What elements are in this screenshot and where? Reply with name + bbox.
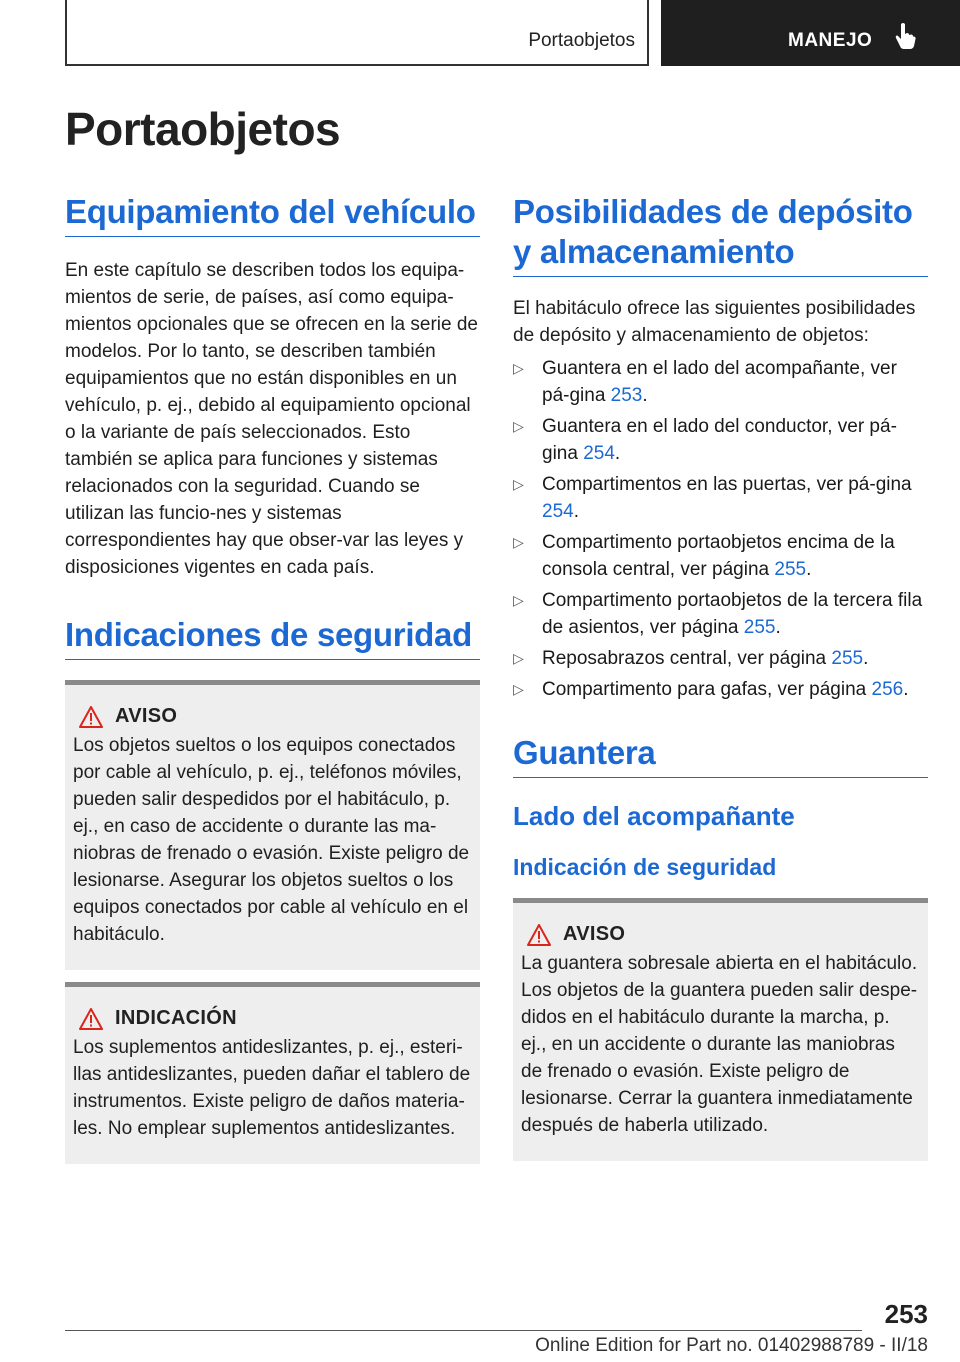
note-title: AVISO: [563, 923, 626, 945]
hand-pointer-icon: [894, 22, 916, 50]
heading-safety: Indicaciones de seguridad: [65, 615, 480, 660]
warning-note-objects: [65, 680, 480, 970]
heading-passenger-side: Lado del acompañante: [513, 801, 795, 831]
heading-safety-note: Indicación de seguridad: [513, 854, 777, 880]
warning-note-glovebox: [513, 898, 928, 1161]
heading-storage: Posibilidades de depósito y almacenamiento: [513, 192, 928, 277]
page-link[interactable]: 255: [774, 559, 807, 580]
triangle-bullet-icon: ▷: [513, 534, 524, 550]
note-text: Los suplementos antideslizantes, p. ej., esteri‐llas antideslizantes, pueden dañar el tablero de instrumentos. Existe peligro de daños materia‐les. No emplear suplementos antideslizantes.: [73, 1037, 471, 1139]
list-item: ▷ Reposabrazos central, ver página 255.: [513, 645, 928, 672]
heading-equipment: Equipamiento del vehículo: [65, 192, 480, 237]
header-chapter-title: MANEJO: [788, 30, 873, 51]
header-section-box: [65, 0, 649, 66]
triangle-bullet-icon: ▷: [513, 476, 524, 492]
note-text: Los objetos sueltos o los equipos conectados por cable al vehículo, p. ej., teléfonos móviles, pueden salir despedidos por el habitáculo, p. ej., en caso de accidente o durante las ma‐niobras de frenado o evasión. Existe peligro de lesionarse. Asegurar los objetos sueltos o los equipos conectados por cable al vehículo en el habitáculo.: [73, 735, 470, 945]
page-number: 253: [884, 1299, 928, 1329]
paragraph-storage: El habitáculo ofrece las siguientes posibilidades de depósito y almacenamiento de objetos:: [513, 298, 916, 346]
warning-triangle-icon: [79, 1008, 103, 1030]
note-title: INDICACIÓN: [115, 1007, 237, 1029]
header-chapter-tab: [661, 0, 960, 66]
page-link[interactable]: 253: [610, 385, 643, 406]
page-header: [65, 0, 960, 66]
caution-note-mats: [65, 982, 480, 1164]
header-section-title: Portaobjetos: [528, 30, 635, 51]
list-item: ▷ Compartimento portaobjetos de la tercera fila de asientos, ver página 255.: [513, 587, 928, 641]
list-item: ▷ Guantera en el lado del acompañante, ver pá‐gina 253.: [513, 355, 928, 409]
left-column: [65, 192, 480, 1164]
footer-divider: [65, 1330, 862, 1331]
triangle-bullet-icon: ▷: [513, 650, 524, 666]
triangle-bullet-icon: ▷: [513, 360, 524, 376]
list-item: ▷ Guantera en el lado del conductor, ver pá‐gina 254.: [513, 413, 928, 467]
note-text: La guantera sobresale abierta en el habitáculo. Los objetos de la guantera pueden salir despe‐didos en el habitáculo durante la marcha, p. ej., en un accidente o durante las maniobras de frenado o evasión. Existe peligro de lesionarse. Cerrar la guantera inmediatamente después de haberla utilizado.: [521, 953, 918, 1136]
page-link[interactable]: 254: [583, 443, 615, 464]
warning-triangle-icon: [527, 924, 551, 946]
warning-triangle-icon: [79, 706, 103, 728]
footer-edition: Online Edition for Part no. 01402988789 - II/18: [535, 1335, 928, 1356]
triangle-bullet-icon: ▷: [513, 681, 524, 697]
note-title: AVISO: [115, 705, 178, 727]
page-title: Portaobjetos: [65, 103, 341, 155]
paragraph-equipment: En este capítulo se describen todos los equipa‐mientos de serie, de países, así como equipa‐mientos opcionales que se ofrecen en la serie de modelos. Por lo tanto, se describen también equipamientos que no están disponibles en un vehículo, p. ej., debido al equipamiento opcional o la variante de país seleccionados. Esto también se aplica para funciones y sistemas relacionados con la seguridad. Cuando se utilizan las funcio‐nes y sistemas correspondientes hay que obser‐var las leyes y disposiciones vigentes en cada país.: [65, 260, 478, 578]
page-link[interactable]: 256: [871, 679, 904, 700]
right-column: [513, 192, 928, 1161]
page-link[interactable]: 255: [831, 648, 864, 669]
list-item: ▷ Compartimento portaobjetos encima de la consola central, ver página 255.: [513, 529, 928, 583]
storage-list: [513, 355, 928, 703]
triangle-bullet-icon: ▷: [513, 418, 524, 434]
heading-glovebox: Guantera: [513, 733, 928, 778]
list-item: ▷ Compartimento para gafas, ver página 256.: [513, 676, 928, 703]
list-item: ▷ Compartimentos en las puertas, ver pá‐gina 254.: [513, 471, 928, 525]
page-link[interactable]: 255: [743, 617, 776, 638]
triangle-bullet-icon: ▷: [513, 592, 524, 608]
page-link[interactable]: 254: [542, 501, 574, 522]
